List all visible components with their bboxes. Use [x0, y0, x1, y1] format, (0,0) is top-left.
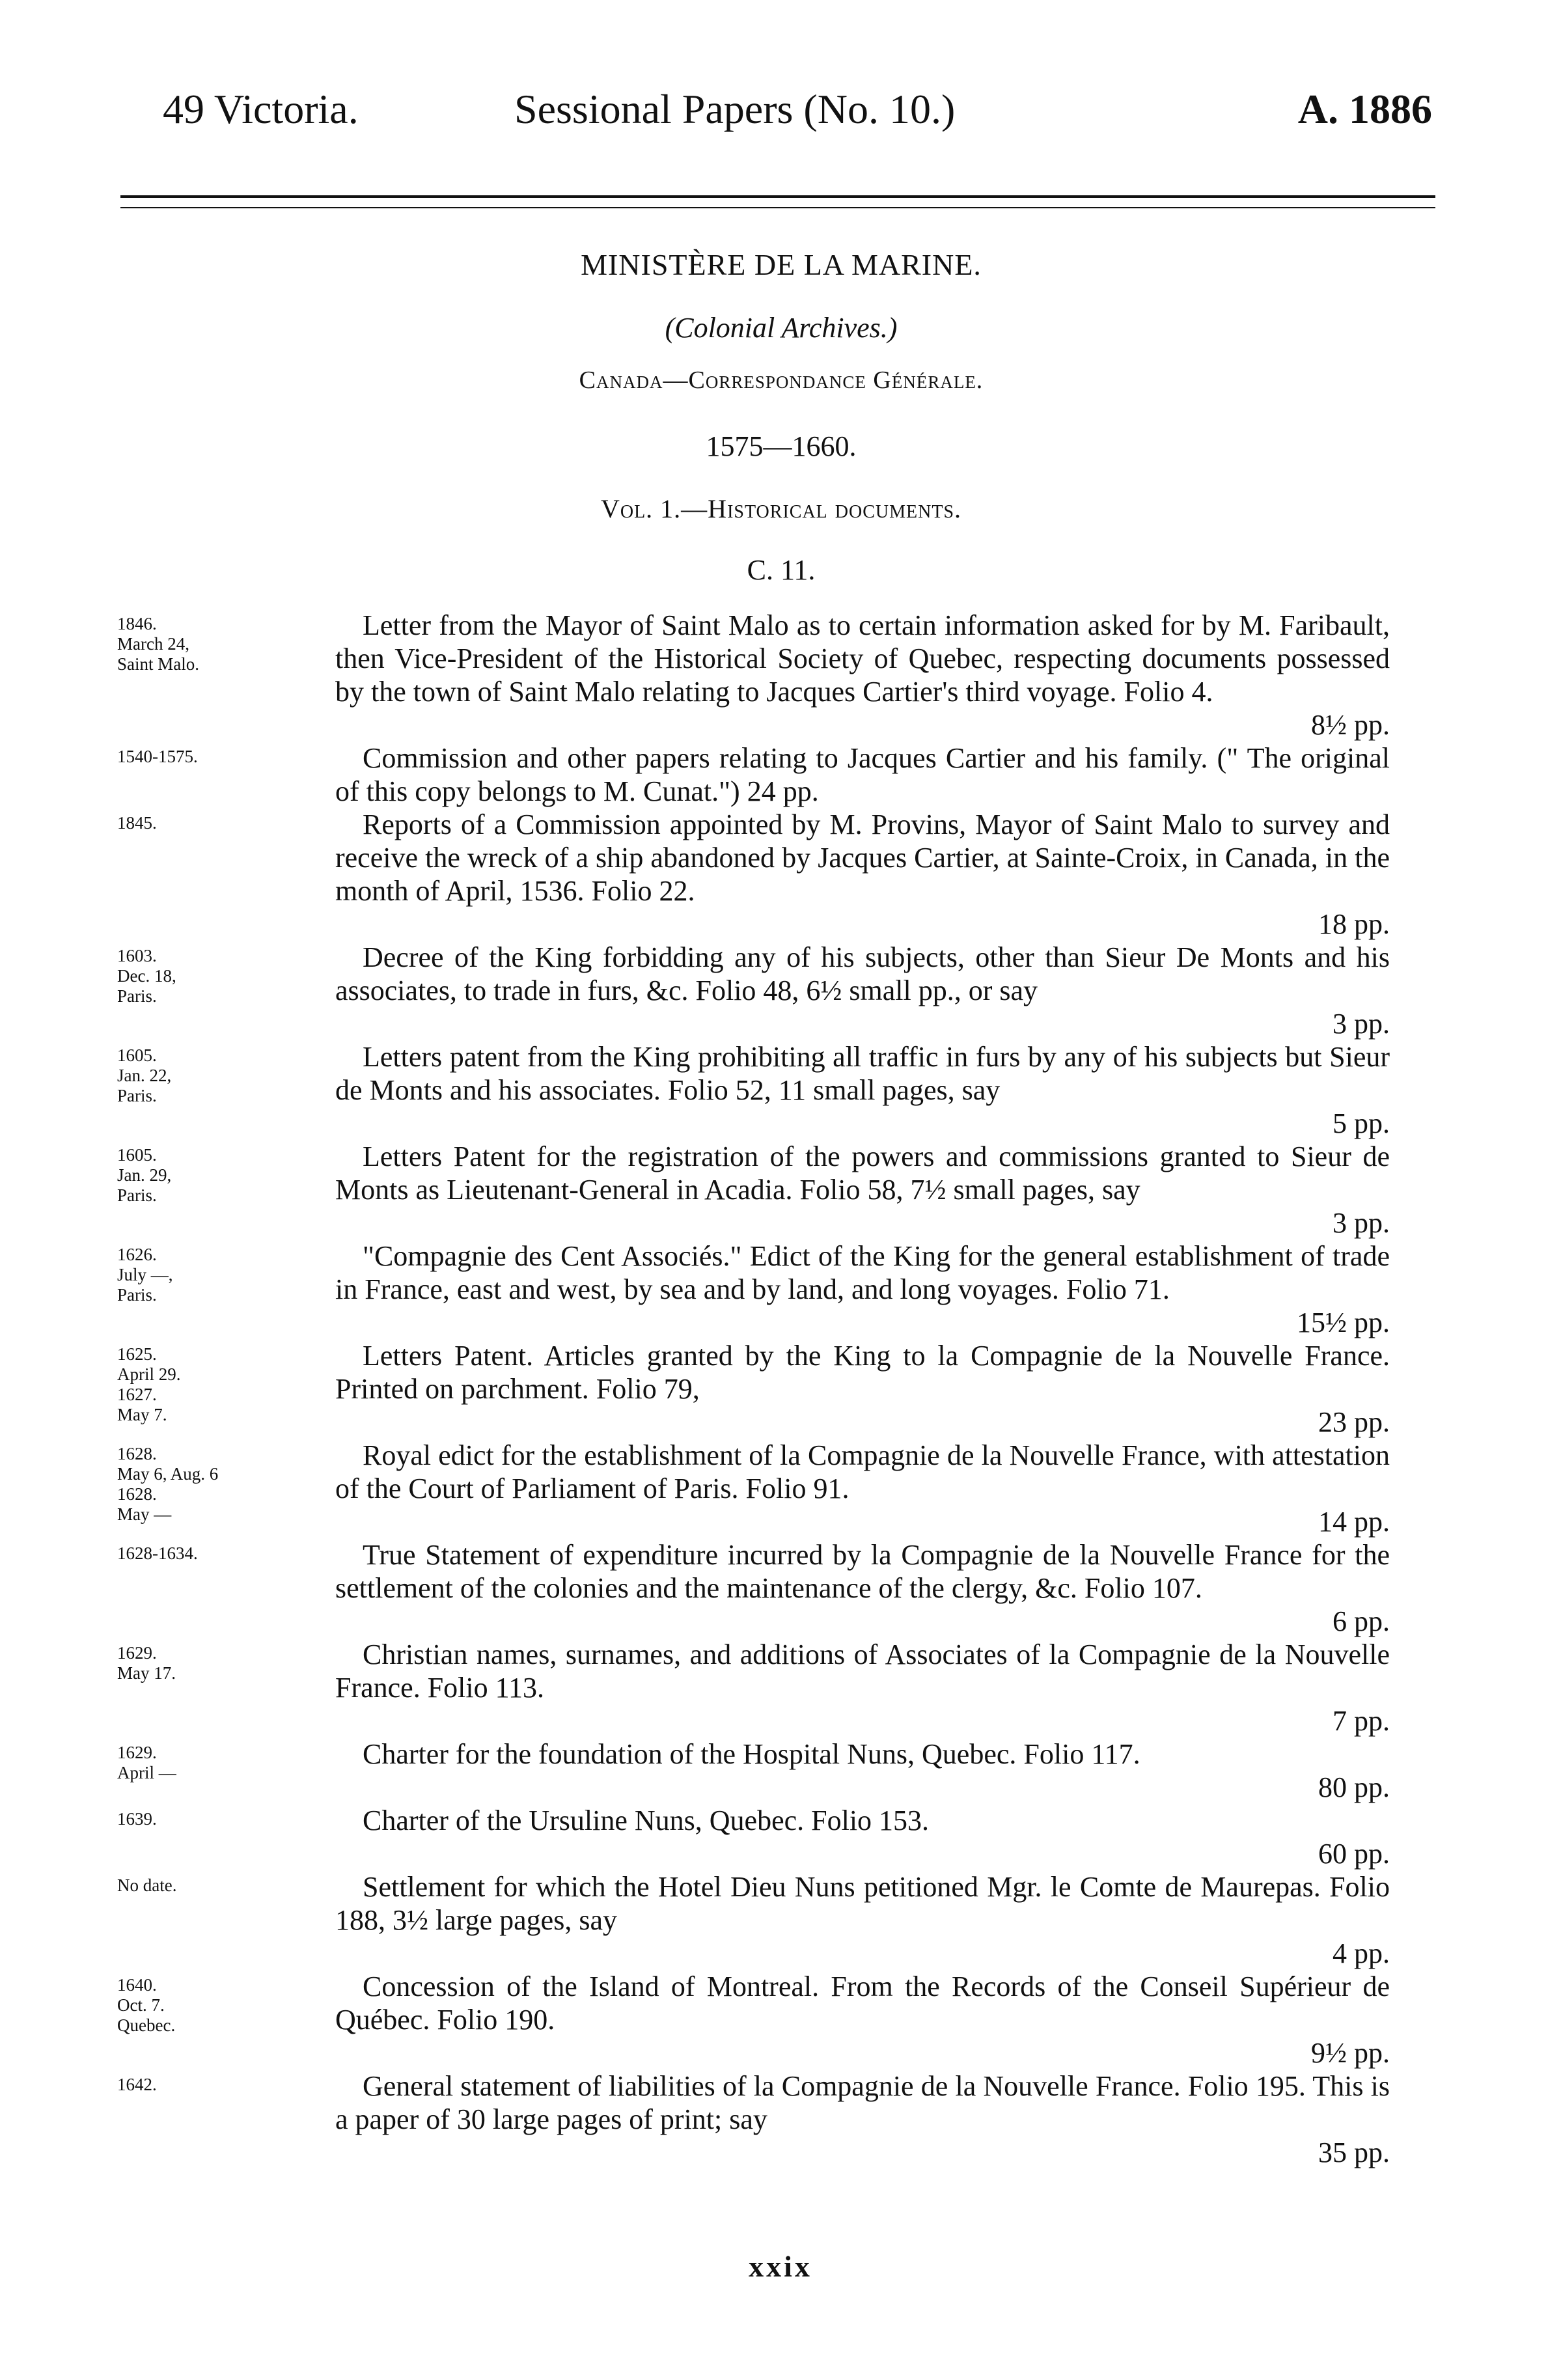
entry-margin-date — [117, 1444, 312, 1525]
document-entries — [117, 609, 1393, 2169]
entry-description — [335, 941, 1390, 1040]
entry-description — [335, 741, 1390, 808]
entry-page-count: 35 pp. — [1318, 2137, 1390, 2168]
entry-margin-date — [117, 946, 312, 1006]
entry-page-count: 7 pp. — [1333, 1705, 1390, 1737]
entry-margin-date — [117, 1809, 312, 1829]
document-entry — [117, 1439, 1393, 1538]
entry-margin-date — [117, 2075, 312, 2095]
entry-page-count: 6 pp. — [1333, 1605, 1390, 1637]
entry-text: General statement of liabilities of la Compagnie de la Nouvelle France. Folio 195. This is a paper of 30 large pages of print; say — [335, 2070, 1390, 2135]
margin-date-line: May — — [117, 1504, 172, 1524]
header-year: A. 1886 — [1297, 86, 1432, 132]
entry-text: Letters Patent for the registration of the powers and commissions granted to Sieur de Monts as Lieutenant-General in Acadia. Folio 58, 7½ small pages, say — [335, 1141, 1390, 1206]
margin-date-line: July —, — [117, 1265, 173, 1284]
entry-page-count: 23 pp. — [1318, 1406, 1390, 1438]
document-entry — [117, 941, 1393, 1040]
margin-date-line: May 6, Aug. 6 — [117, 1464, 219, 1484]
entry-text: Christian names, surnames, and additions of Associates of la Compagnie de la Nouvelle France. Folio 113. — [335, 1639, 1390, 1704]
margin-date-line: 1625. — [117, 1344, 157, 1364]
entry-text: Charter for the foundation of the Hospital Nuns, Quebec. Folio 117. — [363, 1738, 1140, 1770]
margin-date-line: 1628-1634. — [117, 1543, 198, 1563]
document-entry — [117, 808, 1393, 941]
entry-description — [335, 1239, 1390, 1339]
header-rule-thin — [120, 207, 1435, 208]
document-entry — [117, 1638, 1393, 1737]
entry-text: Letter from the Mayor of Saint Malo as to certain information asked for by M. Faribault, then Vice-President of the Historical Society of Quebec, respecting documents possessed by the town of Saint Malo relating to Jacques Cartier's third voyage. Folio 4. — [335, 609, 1390, 708]
entry-page-count: 60 pp. — [1318, 1838, 1390, 1870]
entry-text: True Statement of expenditure incurred by la Compagnie de la Nouvelle France for the settlement of the colonies and the maintenance of the clergy, &c. Folio 107. — [335, 1539, 1390, 1604]
entry-text: Commission and other papers relating to Jacques Cartier and his family. (" The original of this copy belongs to M. Cunat.") 24 pp. — [335, 742, 1390, 807]
margin-date-line: April 29. — [117, 1364, 181, 1384]
margin-date-line: No date. — [117, 1875, 177, 1895]
entry-description — [335, 2069, 1390, 2169]
section-subtitle: (Colonial Archives.) — [665, 312, 898, 344]
entry-text: Royal edict for the establishment of la Compagnie de la Nouvelle France, with attestation of the Court of Parliament of Paris. Folio 91. — [335, 1439, 1390, 1504]
entry-description — [335, 1638, 1390, 1737]
series-title: Canada—Correspondance Générale. — [579, 367, 984, 394]
document-entry — [117, 1339, 1393, 1439]
entry-description — [335, 1804, 1390, 1870]
document-entry — [117, 1737, 1393, 1804]
series-code: C. 11. — [747, 554, 816, 586]
margin-date-line: 1639. — [117, 1809, 157, 1829]
entry-page-count: 8½ pp. — [1311, 709, 1390, 741]
entry-margin-date — [117, 813, 312, 833]
entry-margin-date — [117, 1245, 312, 1305]
entry-margin-date — [117, 1145, 312, 1206]
entry-page-count: 3 pp. — [1333, 1008, 1390, 1040]
volume-title: Vol. 1.—Historical documents. — [600, 494, 962, 523]
entry-page-count: 5 pp. — [1333, 1107, 1390, 1139]
margin-date-line: March 24, — [117, 634, 189, 654]
entry-description — [335, 1737, 1390, 1804]
header-sessional-papers: Sessional Papers (No. 10.) — [514, 86, 956, 132]
margin-date-line: 1642. — [117, 2075, 157, 2094]
header-rule-thick — [120, 195, 1435, 198]
entry-margin-date — [117, 1743, 312, 1783]
document-entry — [117, 2069, 1393, 2169]
document-entry — [117, 1870, 1393, 1970]
margin-date-line: Saint Malo. — [117, 654, 199, 674]
entry-text: Reports of a Commission appointed by M. Provins, Mayor of Saint Malo to survey and receive the wreck of a ship abandoned by Jacques Cartier, at Sainte-Croix, in Canada, in the month of April, 1536. Folio 22. — [335, 809, 1390, 907]
entry-page-count: 15½ pp. — [1297, 1307, 1390, 1338]
margin-date-line: Paris. — [117, 1185, 157, 1205]
margin-date-line: Jan. 29, — [117, 1165, 172, 1185]
entry-page-count: 3 pp. — [1333, 1207, 1390, 1239]
entry-description — [335, 1040, 1390, 1140]
entry-page-count: 9½ pp. — [1311, 2037, 1390, 2069]
entry-page-count: 18 pp. — [1318, 908, 1390, 940]
entry-margin-date — [117, 614, 312, 674]
document-entry — [117, 741, 1393, 808]
margin-date-line: 1640. — [117, 1975, 157, 1995]
date-range: 1575—1660. — [706, 430, 857, 462]
entry-margin-date — [117, 1875, 312, 1896]
margin-date-line: 1627. — [117, 1385, 157, 1404]
entry-page-count: 4 pp. — [1333, 1937, 1390, 1969]
entry-description — [335, 1538, 1390, 1638]
entry-page-count: 14 pp. — [1318, 1506, 1390, 1538]
document-entry — [117, 1970, 1393, 2069]
margin-date-line: 1540-1575. — [117, 747, 198, 766]
margin-date-line: 1846. — [117, 614, 157, 633]
entry-description — [335, 609, 1390, 741]
margin-date-line: 1605. — [117, 1145, 157, 1165]
entry-text: Settlement for which the Hotel Dieu Nuns petitioned Mgr. le Comte de Maurepas. Folio 188, 3½ large pages, say — [335, 1871, 1390, 1936]
running-head — [163, 77, 1432, 142]
margin-date-line: 1605. — [117, 1045, 157, 1065]
margin-date-line: Dec. 18, — [117, 966, 176, 986]
document-entry — [117, 1804, 1393, 1870]
entry-text: "Compagnie des Cent Associés." Edict of the King for the general establishment of trade in France, east and west, by sea and by land, and long voyages. Folio 71. — [335, 1240, 1390, 1305]
entry-margin-date — [117, 1344, 312, 1425]
document-entry — [117, 1538, 1393, 1638]
entry-margin-date — [117, 1543, 312, 1564]
entry-page-count: 80 pp. — [1318, 1771, 1390, 1803]
entry-text: Concession of the Island of Montreal. From the Records of the Conseil Supérieur de Québec. Folio 190. — [335, 1971, 1390, 2036]
entry-description — [335, 1339, 1390, 1439]
margin-date-line: 1629. — [117, 1643, 157, 1663]
entry-margin-date — [117, 747, 312, 767]
entry-text: Letters Patent. Articles granted by the King to la Compagnie de la Nouvelle France. Printed on parchment. Folio 79, — [335, 1340, 1390, 1405]
margin-date-line: May 7. — [117, 1405, 167, 1424]
margin-date-line: 1628. — [117, 1484, 157, 1504]
entry-description — [335, 1970, 1390, 2069]
entry-text: Charter of the Ursuline Nuns, Quebec. Folio 153. — [363, 1805, 930, 1836]
document-entry — [117, 1040, 1393, 1140]
margin-date-line: 1845. — [117, 813, 157, 833]
entry-text: Letters patent from the King prohibiting all traffic in furs by any of his subjects but Sieur de Monts and his associates. Folio 52, 11 small pages, say — [335, 1041, 1390, 1106]
entry-description — [335, 1439, 1390, 1538]
margin-date-line: Oct. 7. — [117, 1995, 165, 2015]
entry-margin-date — [117, 1045, 312, 1106]
entry-description — [335, 1140, 1390, 1239]
section-title: MINISTÈRE DE LA MARINE. — [581, 248, 982, 281]
margin-date-line: 1628. — [117, 1444, 157, 1463]
document-entry — [117, 609, 1393, 741]
entry-description — [335, 1870, 1390, 1970]
margin-date-line: 1629. — [117, 1743, 157, 1762]
margin-date-line: Jan. 22, — [117, 1066, 172, 1085]
entry-margin-date — [117, 1975, 312, 2036]
header-regnal-year: 49 Victoria. — [163, 86, 359, 132]
margin-date-line: May 17. — [117, 1663, 176, 1683]
document-entry — [117, 1239, 1393, 1339]
margin-date-line: Paris. — [117, 1285, 157, 1305]
margin-date-line: Paris. — [117, 1086, 157, 1105]
entry-description — [335, 808, 1390, 941]
document-entry — [117, 1140, 1393, 1239]
margin-date-line: 1603. — [117, 946, 157, 965]
entry-margin-date — [117, 1643, 312, 1683]
margin-date-line: 1626. — [117, 1245, 157, 1264]
margin-date-line: April — — [117, 1763, 176, 1782]
page-number: xxix — [749, 2250, 812, 2283]
margin-date-line: Quebec. — [117, 2015, 176, 2035]
margin-date-line: Paris. — [117, 986, 157, 1006]
entry-text: Decree of the King forbidding any of his subjects, other than Sieur De Monts and his associates, to trade in furs, &c. Folio 48, 6½ small pp., or say — [335, 941, 1390, 1006]
